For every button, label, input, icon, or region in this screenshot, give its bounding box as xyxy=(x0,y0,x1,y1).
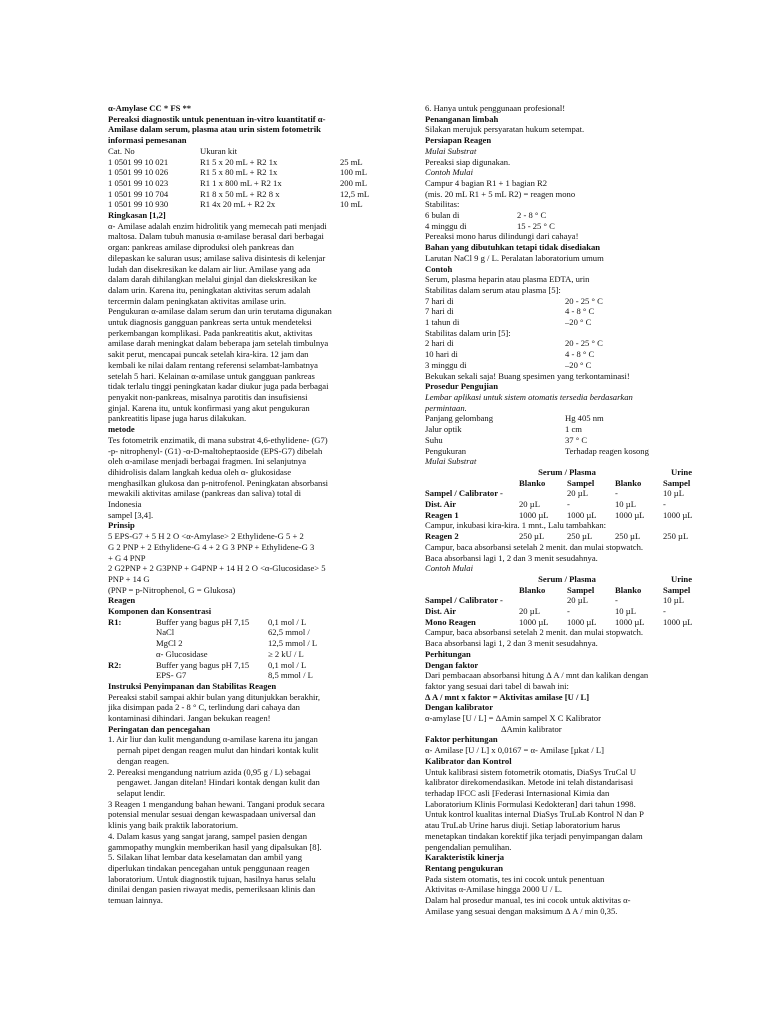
order-table-row: 1 0501 99 10 026 R1 5 x 80 mL + R2 1x 100 mL xyxy=(108,167,367,178)
pipetting-table-row: Dist. Air 20 µL - 10 µL - xyxy=(425,606,666,617)
intended-use-line: Pereaksi diagnostik untuk penentuan in-vitro kuantitatif α- xyxy=(108,113,326,124)
order-table-row: 1 0501 99 10 704 R1 8 x 50 mL + R2 8 x 12,5 mL xyxy=(108,188,370,199)
pipetting-table-header: Serum / Plasma Urine xyxy=(538,573,693,584)
calibration-text: Untuk kalibrasi sistem fotometrik otomatis, DiaSys TruCal U kalibrator direkomendasikan. Metode ini telah distandarisasi terhadap IFCC asli [Federasi Internasional Kimia dan Laboratorium Klinis Formulasi Kedokteran] dari tahun 1998. Untuk kontrol kualitas internal DiaSys TruLab Kontrol N dan P atau TruLab Urine harus diuji. Setiap laboratorium harus menetapkan tindakan korektif jika terjadi penyimpangan dalam pengendalian pemulihan. xyxy=(425,766,644,852)
order-table-header: Cat. No Ukuran kit xyxy=(108,145,237,156)
principle-text: 5 EPS-G7 + 5 H 2 O <α-Amylase> 2 Ethylidene-G 5 + 2 G 2 PNP + 2 Ethylidene-G 4 + 2 G 3 PNP + Ethylidene-G 3 + G 4 PNP 2 G2PNP + 2 G3PNP + G4PNP + 14 H 2 O <α-Glucosidase> 5 PNP + 14 G (PNP = p-Nitrophenol, G = Glukosa) xyxy=(108,531,326,595)
prep-text: Campur 4 bagian R1 + 1 bagian R2 xyxy=(425,177,548,188)
order-table-row: 1 0501 99 10 023 R1 1 x 800 mL + R2 1x 200 mL xyxy=(108,177,367,188)
warnings-text: 1. Air liur dan kulit mengandung α-amilase karena itu jangan pernah pipet dengan reagen mulut dan hindari kontak kulit dengan reagen. 2. Pereaksi mengandung natrium azida (0,95 g / L) sebagai pengawet. Jangan ditelan! Hindari kontak dengan kulit dan selaput lendir. 3 Reagen 1 mengandung bahan hewani. Tangani produk secara potensial menular sesuai dengan kewaspadaan universal dan klinis yang baik praktik laboratorium. 4. Dalam kasus yang sangat jarang, sampel pasien dengan gammopathy mungkin memberikan hasil yang dipalsukan [8]. 5. Silakan lihat lembar data keselamatan dan ambil yang diperlukan tindakan pencegahan untuk penggunaan reagen laboratorium. Untuk diagnostik tujuan, hasilnya harus selalu dinilai dengan pasien riwayat medis, pemeriksaan klinis dan temuan lainnya. xyxy=(108,734,325,906)
materials-text: Larutan NaCl 9 g / L. Peralatan laboratorium umum xyxy=(425,252,604,263)
product-title: α-Amylase CC * FS ** xyxy=(108,103,192,113)
section-subheading: Dengan faktor xyxy=(425,659,479,670)
intended-use-line: Amilase dalam serum, plasma atau urin sistem fotometrik xyxy=(108,124,321,135)
stability-row: 1 tahun di –20 ° C xyxy=(425,317,592,328)
stability-row: 7 hari di 20 - 25 ° C xyxy=(425,295,603,306)
measuring-range-text: Pada sistem otomatis, tes ini cocok untuk penentuan Aktivitas α-Amilase hingga 2000 U / L. Dalam hal prosedur manual, tes ini cocok untuk aktivitas α- Amilase yang sesuai dengan maksimum Δ A / min 0,35. xyxy=(425,873,631,916)
section-subheading: Contoh Mulai xyxy=(425,563,473,574)
parameter-row: Suhu 37 ° C xyxy=(425,434,588,445)
section-heading: metode xyxy=(108,424,135,435)
pipetting-table-header: Blanko Sampel Blanko Sampel xyxy=(519,584,691,595)
specimen-note: Bekukan sekali saja! Buang spesimen yang terkontaminasi! xyxy=(425,370,630,381)
left-column xyxy=(108,103,376,906)
calc-text: faktor yang sesuai dari tabel di bawah ini: xyxy=(425,680,569,691)
storage-text: Pereaksi stabil sampai akhir bulan yang ditunjukkan berakhir, jika disimpan pada 2 - 8 ° C, terlindung dari cahaya dan kontaminasi dihindari. Jangan bekukan reagen! xyxy=(108,691,321,724)
section-subheading: Rentang pengukuran xyxy=(425,862,504,873)
stability-row: 4 minggu di 15 - 25 ° C xyxy=(425,220,555,231)
method-text: Tes fotometrik enzimatik, di mana substrat 4,6-ethylidene- (G7) -p- nitrophenyl- (G1) -α-D-maltoheptaoside (EPS-G7) dibelah oleh α-amilase menjadi berbagai fragmen. Ini selanjutnya dihidrolisis dalam langkah kedua oleh α- glukosidase menghasilkan glukosa dan p-nitrofenol. Peningkatan absorbansi mewakili aktivitas amilase (pankreas dan saliva) total di Indonesia sampel [3,4]. xyxy=(108,434,329,520)
pipetting-note: Campur, inkubasi kira-kira. 1 mnt., Lalu tambahkan: xyxy=(425,520,607,531)
right-column xyxy=(425,103,715,916)
section-heading: Ringkasan [1,2] xyxy=(108,210,166,221)
conversion-text: α- Amilase [U / L] x 0,0167 = α- Amilase [µkat / L] xyxy=(425,745,604,756)
section-heading: Peringatan dan pencegahan xyxy=(108,723,211,734)
section-heading: Prinsip xyxy=(108,520,135,531)
stability-row: 7 hari di 4 - 8 ° C xyxy=(425,306,595,317)
section-heading: Reagen xyxy=(108,595,136,606)
reagent-row: EPS- G7 8,5 mmol / L xyxy=(156,670,313,681)
reagent-row: R2: Buffer yang bagus pH 7,15 0,1 mol / L xyxy=(108,659,307,670)
pipetting-note: Campur, baca absorbansi setelah 2 menit. dan mulai stopwatch. xyxy=(425,541,644,552)
pipetting-table-row: Reagen 2 250 µL 250 µL 250 µL 250 µL xyxy=(425,531,689,542)
reagent-row: α- Glucosidase ≥ 2 kU / L xyxy=(156,648,304,659)
summary-text: α- Amilase adalah enzim hidrolitik yang memecah pati menjadi maltosa. Dalam tubuh manusia α-amilase berasal dari berbagai organ: pankreas amilase diproduksi oleh pankreas dan dilepaskan ke saluran usus; amilase saliva disintesis di kelenjar ludah dan disekresikan ke dalam air liur. Amilase yang ada dalam darah dihilangkan melalui ginjal dan diekskresikan ke dalam urin. Karena itu, peningkatan aktivitas serum adalah tercermin dalam peningkatan aktivitas amilase urin. Pengukuran α-amilase dalam serum dan urin terutama digunakan untuk diagnosis gangguan pankreas serta untuk mendeteksi perkembangan komplikasi. Pada pankreatitis akut, aktivitas amilase darah meningkat dalam beberapa jam setelah timbulnya sakit perut, mencapai puncak setelah kira-kira. 12 jam dan kembali ke nilai dalam rentang referensi selambat-lambatnya setelah 5 hari. Kelainan α-amilase untuk gangguan pankreas tidak terlalu tinggi peningkatan kadar diukur juga pada berbagai penyakit non-pankreas, misalnya parotitis dan insufisiensi ginjal. Karena itu, untuk konfirmasi yang akut pengukuran pankreatitis lipase juga harus dilakukan. xyxy=(108,220,332,424)
stability-note: Pereaksi mono harus dilindungi dari cahaya! xyxy=(425,231,579,242)
stability-row: 2 hari di 20 - 25 ° C xyxy=(425,338,603,349)
section-subheading: Faktor perhitungan xyxy=(425,734,498,745)
order-table-row: 1 0501 99 10 930 R1 4x 20 mL + R2 2x 10 mL xyxy=(108,199,363,210)
section-heading: Karakteristik kinerja xyxy=(425,852,505,863)
factor-formula: Δ A / mnt x faktor = Aktivitas amilase [U / L] xyxy=(425,691,590,702)
prep-text: Pereaksi siap digunakan. xyxy=(425,156,511,167)
calibrator-formula-denominator: ΔAmin kalibrator xyxy=(501,723,562,734)
stability-row: 6 bulan di 2 - 8 ° C xyxy=(425,210,547,221)
reagent-row: MgCl 2 12,5 mmol / L xyxy=(156,638,318,649)
specimen-text: Stabilitas dalam urin [5]: xyxy=(425,327,511,338)
reagent-row: R1: Buffer yang bagus pH 7,15 0,1 mol / L xyxy=(108,616,307,627)
pipetting-table-row: Reagen 1 1000 µL 1000 µL 1000 µL 1000 µL xyxy=(425,509,693,520)
professional-use-note: 6. Hanya untuk penggunaan profesional! xyxy=(425,103,566,113)
procedure-text: Lembar aplikasi untuk sistem otomatis tersedia berdasarkan xyxy=(425,391,633,402)
prep-text: Stabilitas: xyxy=(425,199,460,210)
pipetting-note: Baca absorbansi lagi 1, 2 dan 3 menit sesudahnya. xyxy=(425,638,598,649)
pipetting-table-row: Mono Reagen 1000 µL 1000 µL 1000 µL 1000 µL xyxy=(425,616,693,627)
parameter-row: Jalur optik 1 cm xyxy=(425,424,582,435)
section-heading: Bahan yang dibutuhkan tetapi tidak disediakan xyxy=(425,242,601,253)
parameter-row: Panjang gelombang Hg 405 nm xyxy=(425,413,604,424)
waste-text: Silakan merujuk persyaratan hukum setempat. xyxy=(425,124,585,135)
section-heading: Perhitungan xyxy=(425,648,471,659)
reagent-row: NaCl 62,5 mmol / xyxy=(156,627,310,638)
order-table-row: 1 0501 99 10 021 R1 5 x 20 mL + R2 1x 25 mL xyxy=(108,156,363,167)
specimen-text: Stabilitas dalam serum atau plasma [5]: xyxy=(425,284,561,295)
stability-row: 10 hari di 4 - 8 ° C xyxy=(425,349,595,360)
parameter-row: Pengukuran Terhadap reagen kosong xyxy=(425,445,649,456)
pipetting-table-row: Sampel / Calibrator - 20 µL - 10 µL xyxy=(425,488,684,499)
section-heading: Contoh xyxy=(425,263,453,274)
pipetting-table-row: Dist. Air 20 µL - 10 µL - xyxy=(425,499,666,510)
calc-text: Dari pembacaan absorbansi hitung Δ A / mnt dan kalikan dengan xyxy=(425,670,649,681)
section-subheading: Komponen dan Konsentrasi xyxy=(108,606,212,617)
pipetting-note: Baca absorbansi lagi 1, 2 dan 3 menit sesudahnya. xyxy=(425,552,598,563)
section-heading: Kalibrator dan Kontrol xyxy=(425,755,512,766)
section-heading: Persiapan Reagen xyxy=(425,135,492,146)
specimen-text: Serum, plasma heparin atau plasma EDTA, urin xyxy=(425,274,590,285)
section-heading: Prosedur Pengujian xyxy=(425,381,498,392)
prep-text: (mis. 20 mL R1 + 5 mL R2) = reagen mono xyxy=(425,188,576,199)
section-heading: Penanganan limbah xyxy=(425,113,499,124)
section-subheading: Mulai Substrat xyxy=(425,145,477,156)
section-subheading: Mulai Substrat xyxy=(425,456,477,467)
section-heading: Instruksi Penyimpanan dan Stabilitas Reagen xyxy=(108,680,277,691)
stability-row: 3 minggu di –20 ° C xyxy=(425,359,592,370)
section-subheading: Dengan kalibrator xyxy=(425,702,494,713)
intended-use-line: informasi pemesanan xyxy=(108,135,187,146)
pipetting-table-row: Sampel / Calibrator - 20 µL - 10 µL xyxy=(425,595,684,606)
section-subheading: Contoh Mulai xyxy=(425,167,473,178)
pipetting-table-header: Blanko Sampel Blanko Sampel xyxy=(519,477,691,488)
pipetting-note: Campur, baca absorbansi setelah 2 menit. dan mulai stopwatch. xyxy=(425,627,644,638)
procedure-text: permintaan. xyxy=(425,402,467,413)
pipetting-table-header: Serum / Plasma Urine xyxy=(538,466,693,477)
calibrator-formula: α-amylase [U / L] = ΔAmin sampel X C Kalibrator xyxy=(425,713,601,724)
